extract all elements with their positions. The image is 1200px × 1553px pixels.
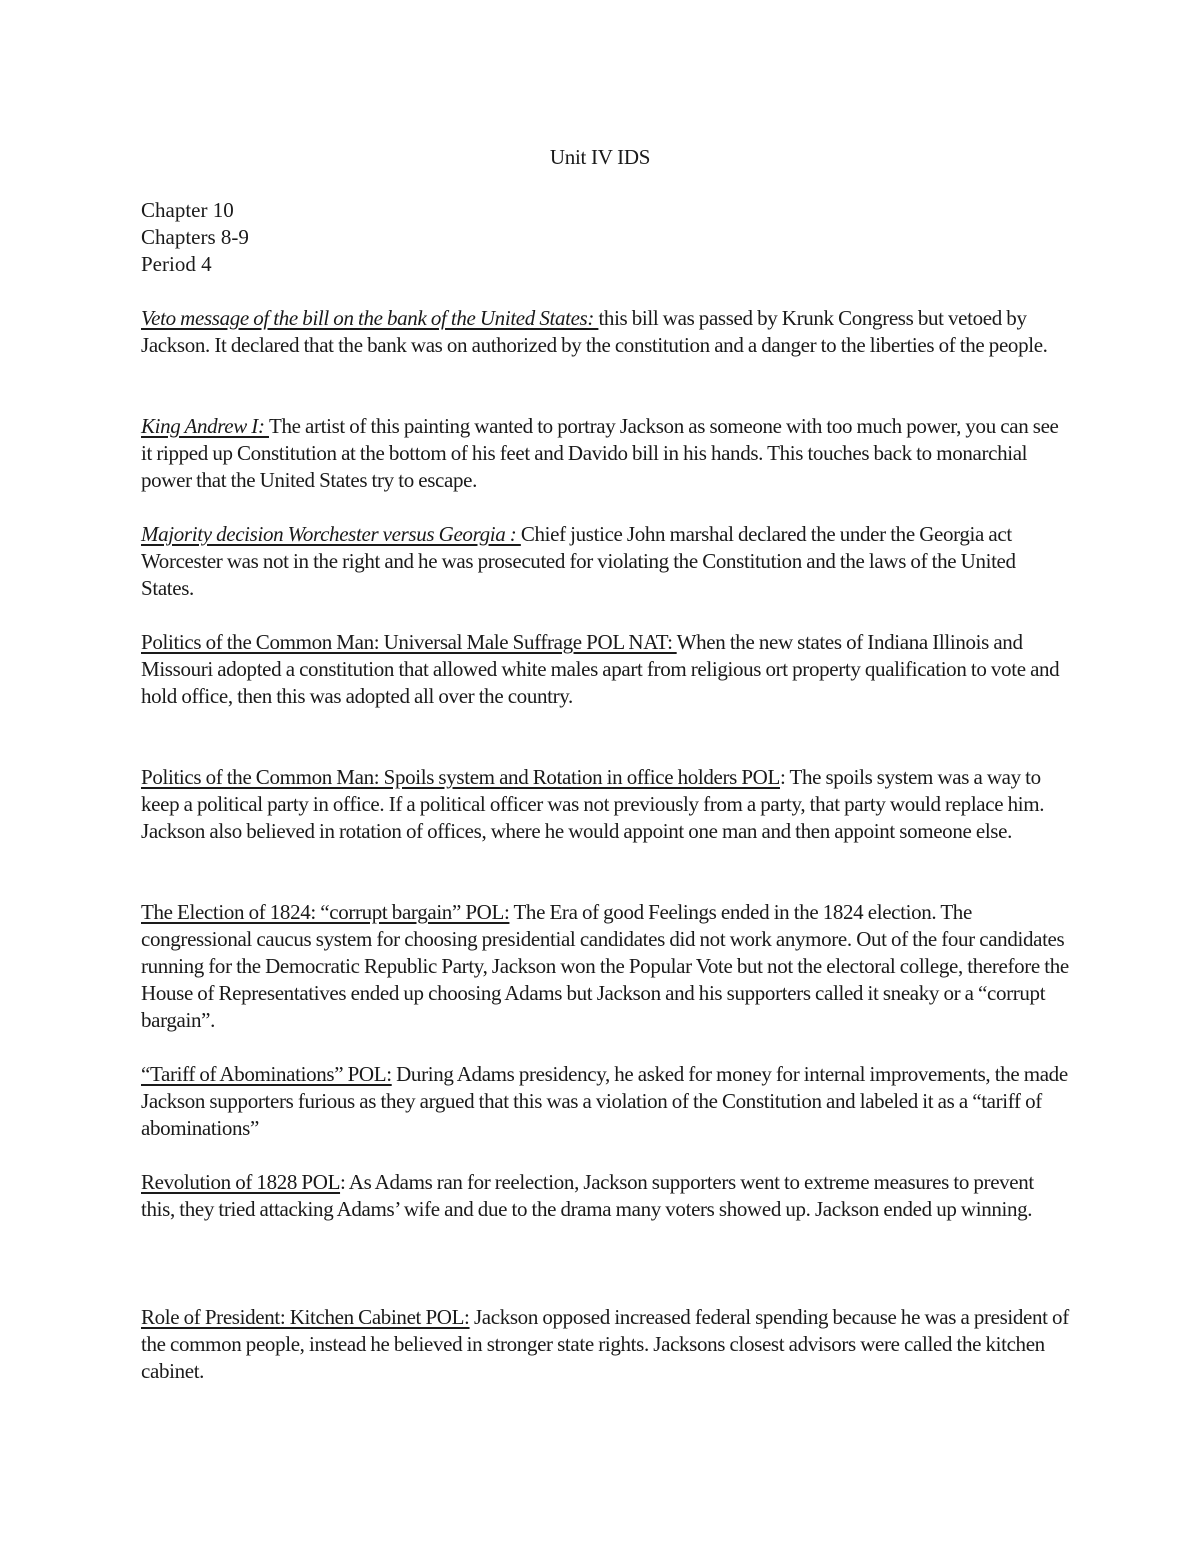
entry-term: Politics of the Common Man: Spoils system and Rotation in office holders POL: [141, 765, 780, 789]
entry-term: Politics of the Common Man: Universal Male Suffrage POL NAT:: [141, 630, 677, 654]
entry-term: Revolution of 1828 POL: [141, 1170, 341, 1194]
entry-kitchen-cabinet: [141, 1304, 1071, 1385]
entry-text: The artist of this painting wanted to portray Jackson as someone with too much power, you can see it ripped up Constitution at the bottom of his feet and Davido bill in his hands. This touches back to monarchial power that the United States try to escape.: [141, 414, 1059, 492]
entry-tariff-of-abominations: [141, 1061, 1071, 1142]
entry-election-1824: [141, 899, 1071, 1034]
entry-term: Role of President: Kitchen Cabinet POL:: [141, 1305, 470, 1329]
entry-text: Chief justice John marshal declared the under the Georgia act Worcester was not in the right and he was prosecuted for violating the Constitution and the laws of the United States.: [141, 522, 1016, 600]
entry-universal-male-suffrage: [141, 629, 1071, 710]
entry-term: The Election of 1824: “corrupt bargain” POL:: [141, 900, 510, 924]
entry-term: “Tariff of Abominations” POL:: [141, 1062, 392, 1086]
entry-king-andrew: [141, 413, 1071, 494]
entry-text: Jackson opposed increased federal spending because he was a president of the common people, instead he believed in stronger state rights. Jacksons closest advisors were called the kitchen cabinet.: [141, 1305, 1069, 1383]
entry-text: this bill was passed by Krunk Congress but vetoed by Jackson. It declared that the bank was on authorized by the constitution and a danger to the liberties of the people.: [141, 306, 1048, 357]
entry-revolution-1828: [141, 1169, 1071, 1223]
entry-text: : The spoils system was a way to keep a political party in office. If a political officer was not previously from a party, that party would replace him. Jackson also believed in rotation of offices, where he would appoint one man and then appoint someone else.: [141, 765, 1045, 843]
period-line: Period 4: [141, 252, 212, 276]
chapter-line: Chapter 10: [141, 198, 234, 222]
entry-worchester-v-georgia: [141, 521, 1071, 602]
entry-term: Majority decision Worchester versus Georgia :: [141, 522, 521, 546]
entry-term: Veto message of the bill on the bank of the United States:: [141, 306, 599, 330]
entry-text: When the new states of Indiana Illinois and Missouri adopted a constitution that allowed white males apart from religious ort property qualification to vote and hold office, then this was adopted all over the country.: [141, 630, 1060, 708]
document-meta: [141, 197, 249, 278]
entry-spoils-system: [141, 764, 1071, 845]
entry-text: : As Adams ran for reelection, Jackson supporters went to extreme measures to prevent this, they tried attacking Adams’ wife and due to the drama many voters showed up. Jackson ended up winning.: [141, 1170, 1034, 1221]
document-title: Unit IV IDS: [549, 145, 651, 169]
entry-text: The Era of good Feelings ended in the 1824 election. The congressional caucus system for choosing presidential candidates did not work anymore. Out of the four candidates running for the Democratic Republic Party, Jackson won the Popular Vote but not the electoral college, therefore the House of Representatives ended up choosing Adams but Jackson and his supporters called it sneaky or a “corrupt bargain”.: [141, 900, 1069, 1032]
chapters-line: Chapters 8-9: [141, 225, 249, 249]
entry-text: During Adams presidency, he asked for money for internal improvements, the made Jackson supporters furious as they argued that this was a violation of the Constitution and labeled it as a “tariff of abominations”: [141, 1062, 1068, 1140]
entry-veto-message: [141, 305, 1071, 359]
entry-term: King Andrew I:: [141, 414, 269, 438]
